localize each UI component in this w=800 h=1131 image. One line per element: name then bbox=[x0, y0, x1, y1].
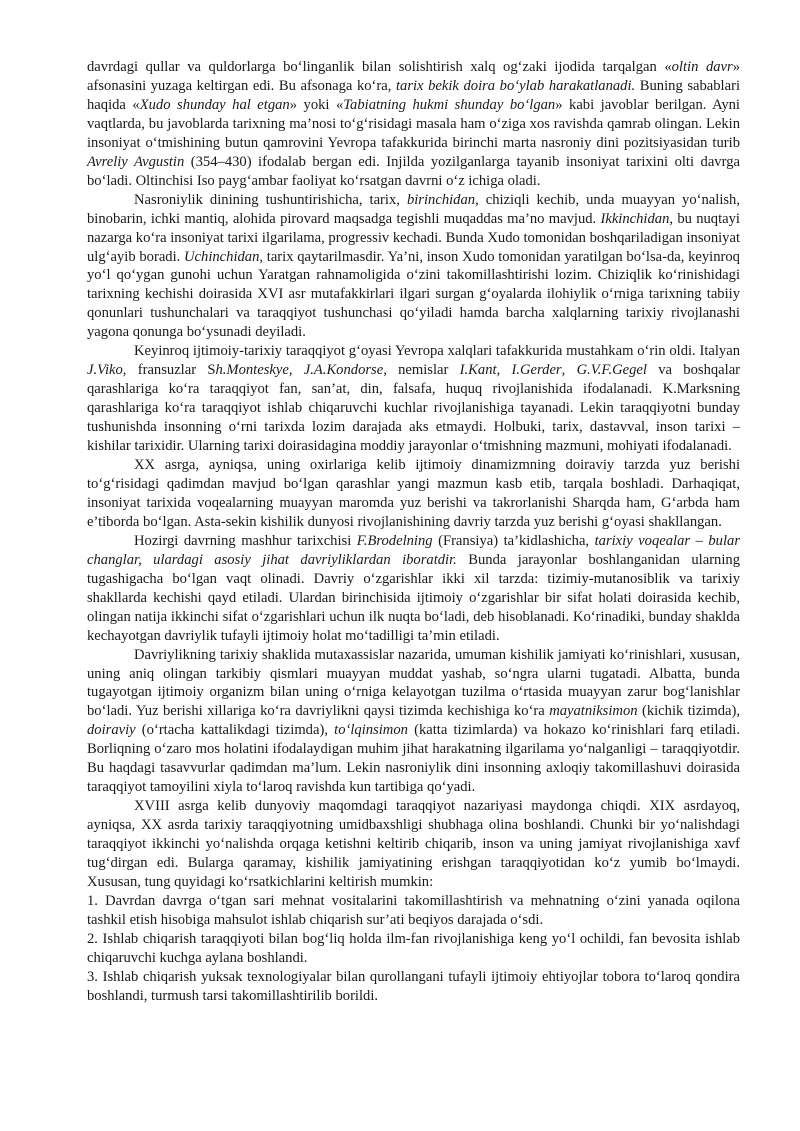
paragraph-text: , chiziqli kechib, unda muayyan yo‘nalish, binobarin, ichki mantiq, alohida pirovard maqsadga tegishli muqaddas ma’no mavjud. bbox=[87, 191, 741, 227]
paragraph-text: Nasroniylik dinining tushuntirishicha, tarix, bbox=[134, 191, 407, 208]
body-paragraph bbox=[87, 930, 740, 968]
paragraph-text: (Fransiya) ta’kidlashicha, bbox=[432, 532, 595, 549]
paragraph-text: (354–430) ifodalab bergan edi. Injilda yozilganlarga tayanib insoniyat tarixini olti davrga bo‘ladi. Oltinchisi Iso payg‘ambar faoliyat ko‘rsatgan davrni o‘z ichiga oladi. bbox=[87, 153, 740, 189]
paragraph-text: va boshqalar qarashlariga ko‘ra taraqqiyot fan, san’at, din, falsafa, huquq rivojlanishida ifodalanadi. K.Marksning qarashlariga ko‘ra taraqqiyot ishlab chiqaruvchi kuchlar rivojlanishiga tayanadi. Lekin taraqqiyotni bunday tushunishda insonning o‘rni tarixda lozim darajada aks etmaydi. Holbuki, tarix, dastavval, inson tarixi – kishilar tarixidir. Ularning tarixi doirasidagina moddiy jarayonlar o‘tmishning mazmuni, mohiyati ifodalanadi. bbox=[87, 362, 741, 455]
emphasis-text: Tabiatning hukmi shunday bo‘lgan bbox=[343, 96, 556, 113]
paragraph-text: » kabi javoblar berilgan. Ayni vaqtlarda, bu javoblarda tarixning ma’nosi to‘g‘risidagi masala ham o‘ziga xos ravishda qamrab olingan. Lekin insoniyat o‘tmishining butun qamrovini Yevropa tafakkurida birinchi marta nasroniy dini pozitsiyasidan turib bbox=[87, 96, 740, 151]
emphasis-text: Uchinchidan bbox=[184, 248, 260, 265]
emphasis-text: I.Kant bbox=[459, 362, 497, 379]
paragraph-text: » yoki « bbox=[289, 96, 344, 113]
paragraph-text: Bunda jarayonlar boshlanganidan ularning tugashigacha bo‘lgan vaqt olinadi. Davriy o‘zgarishlar ikki xil tarzda: tizimiy-mutanosiblik va tarixiy shakllarda kechishi qayd etiladi. Ulardan birinchisida ijtimoiy o‘zgarishlar bir sifat holati doirasida kechib, olingan natija ikkinchi sifat o‘zgarishlari uchun ilk nuqta bo‘ladi, deb hisoblanadi. Ko‘rinadiki, bunday shaklda kechayotgan davriylik tufayli ijtimoiy holat mo‘tadilligi ta’min etiladi. bbox=[87, 551, 740, 644]
emphasis-text: h.Monteskye bbox=[215, 362, 289, 379]
paragraph-text: , bbox=[496, 362, 512, 379]
emphasis-text: doiraviy bbox=[87, 722, 136, 739]
paragraph-text: Buning sabablari haqida « bbox=[87, 77, 740, 113]
body-paragraph bbox=[87, 342, 740, 456]
emphasis-text: mayatniksimon bbox=[549, 703, 638, 720]
body-paragraph bbox=[87, 191, 740, 343]
emphasis-text: to‘lqinsimon bbox=[334, 722, 408, 739]
paragraph-text: , tarix qaytarilmasdir. Ya’ni, inson Xudo tomonidan yaratilgan bo‘lsa-da, keyinroq yo‘l qo‘ygan gunohi uchun Yaratgan rahnamoligida o‘zini takomillashtirishi lozim. Chiziqlik ko‘rinishidagi tarixning kechishi doirasida XVI asr mutafakkirlari ilgari surgan g‘oyalarda ilohiylik o‘rniga tarixning tabiiy qonunlari tushunchalari va taraqqiyot tushunchasi qo‘yiladi hamda barcha xalqlarning tarixiy rivojlanashi yagona qonunga bo‘ysunadi deyiladi. bbox=[87, 248, 740, 341]
emphasis-text: Ikkinchidan bbox=[600, 210, 670, 227]
emphasis-text: tarix bekik doira bo‘ylab harakatlanadi. bbox=[395, 77, 636, 94]
emphasis-text: J.A.Kondorse bbox=[303, 362, 384, 379]
emphasis-text: I.Gerder bbox=[511, 362, 562, 379]
paragraph-text: , bbox=[288, 362, 304, 379]
emphasis-text: J.Viko bbox=[87, 362, 123, 379]
paragraph-text: Davriylikning tarixiy shaklida mutaxassislar nazarida, umuman kishilik jamiyati ko‘rinishlari, xususan, uning aniq olingan tarkibiy qismlari muayyan muddat yashab, so‘ngra ularni tugatadi. Albatta, bunda tugayotgan ijtimoiy organizm bilan uning o‘rniga kelayotgan tuzilma o‘rtasida muayyan zarur bog‘lanishlar bo‘ladi. Yuz berishi xillariga ko‘ra davriylikni qaysi tizimda kechishiga ko‘ra bbox=[87, 646, 740, 720]
paragraph-text: , bu nuqtayi nazarga ko‘ra insoniyat tarixi ilgarilama, progressiv kechadi. Bunda Xudo tomonidan boshqariladigan insoniyat ulg‘ayib boradi. bbox=[87, 210, 740, 265]
emphasis-text: Avreliy Avgustin bbox=[87, 153, 185, 170]
paragraph-text: (katta tizimlarda) va hokazo ko‘rinishlari farq etiladi. Borliqning o‘zaro mos holatini ifodalaydigan muhim jihat harakatning ilgarilama yo‘nalganligi – taraqqiyotdir. Bu haqdagi tasavvurlar qadimdan ma’lum. Lekin nasroniylik dini insonning axloqiy takomillashuvi doirasida taraqqiyot tamoyilini xiyla to‘laroq ravishda kun tartibiga qo‘yadi. bbox=[87, 722, 741, 796]
emphasis-text: Xudo shunday hal etgan bbox=[139, 96, 290, 113]
emphasis-text: oltin davr bbox=[671, 59, 733, 75]
paragraph-text: 2. Ishlab chiqarish taraqqiyoti bilan bog‘liq holda ilm-fan rivojlanishiga keng yo‘l ochildi, fan bevosita ishlab chiqaruvchi kuchga aylana boshlandi. bbox=[87, 930, 740, 966]
paragraph-text: XX asrga, ayniqsa, uning oxirlariga kelib ijtimoiy dinamizmning doiraviy tarzda yuz berishi to‘g‘risidagi qadimdan mavjud bo‘lgan qarashlar yangi mazmun kasb etib, tarqala boshladi. Darhaqiqat, insoniyat tarixida voqealarning muayyan maromda yuz berishi va takrorlanishi Sharqda ham, G‘arbda ham e’tiborda bo‘lgan. Asta-sekin kishilik dunyosi rivojlanishining davriy tarzda yuz berishi g‘oyasi shakllangan. bbox=[87, 457, 740, 530]
paragraph-text: , bbox=[561, 362, 577, 379]
emphasis-text: birinchidan bbox=[406, 191, 476, 208]
paragraph-text: 3. Ishlab chiqarish yuksak texnologiyalar bilan qurollangani tufayli ijtimoiy ehtiyojlar tobora to‘laroq qondira boshlandi, turmush tarsi takomillashtirilib borildi. bbox=[87, 968, 740, 1004]
paragraph-text: , fransuzlar S bbox=[122, 362, 216, 379]
body-paragraph bbox=[87, 892, 740, 930]
paragraph-text: Keyinroq ijtimoiy-tarixiy taraqqiyot g‘oyasi Yevropa xalqlari tafakkurida mustahkam o‘rin oldi. Italyan bbox=[134, 343, 740, 360]
paragraph-text: (o‘rtacha kattalikdagi tizimda), bbox=[135, 722, 335, 739]
body-paragraph bbox=[87, 968, 740, 1006]
paragraph-text: (kichik tizimda), bbox=[637, 703, 740, 720]
body-paragraph bbox=[87, 58, 740, 191]
emphasis-text: F.Brodelning bbox=[356, 532, 433, 549]
emphasis-text: G.V.F.Gegel bbox=[576, 362, 647, 379]
paragraph-text: » afsonasini yuzaga keltirgan edi. Bu afsonaga ko‘ra, bbox=[87, 59, 740, 94]
paragraph-text: davrdagi qullar va quldorlarga bo‘linganlik bilan solishtirish xalq og‘zaki ijodida tarqalgan « bbox=[87, 59, 672, 75]
body-paragraph bbox=[87, 456, 740, 532]
body-paragraph bbox=[87, 532, 740, 646]
emphasis-text: tarixiy voqealar – bular changlar, ulardagi asosiy jihat davriyliklardan iboratdir. bbox=[87, 532, 740, 568]
paragraph-text: Hozirgi davrning mashhur tarixchisi bbox=[134, 532, 357, 549]
paragraph-text: XVIII asrga kelib dunyoviy maqomdagi taraqqiyot nazariyasi maydonga chiqdi. XIX asrdayoq, ayniqsa, XX asrda tarixiy taraqqiyotning umidbaxshligi shubhaga olina boshlandi. Chunki bir yo‘nalishdagi taraqqiyot ikkinchi yo‘nalishda orqaga ketishni keltirib chiqarib, inson va uning jamiyat rivojlanishiga xavf tug‘dirgan edi. Bularga qaramay, kishilik jamiyatining erishgan taraqqiyotidan ko‘z yumib bo‘lmaydi. Xususan, tung quyidagi ko‘rsatkichlarini keltirish mumkin: bbox=[87, 798, 740, 890]
body-paragraph bbox=[87, 646, 740, 798]
paragraph-text: 1. Davrdan davrga o‘tgan sari mehnat vositalarini takomillashtirish va mehnatning o‘zini yanada oqilona tashkil etish hisobiga mahsulot ishlab chiqarish sur’ati beqiyos darajada o‘sdi. bbox=[87, 892, 740, 928]
body-paragraph bbox=[87, 797, 740, 892]
paragraph-text: , nemislar bbox=[383, 362, 460, 379]
